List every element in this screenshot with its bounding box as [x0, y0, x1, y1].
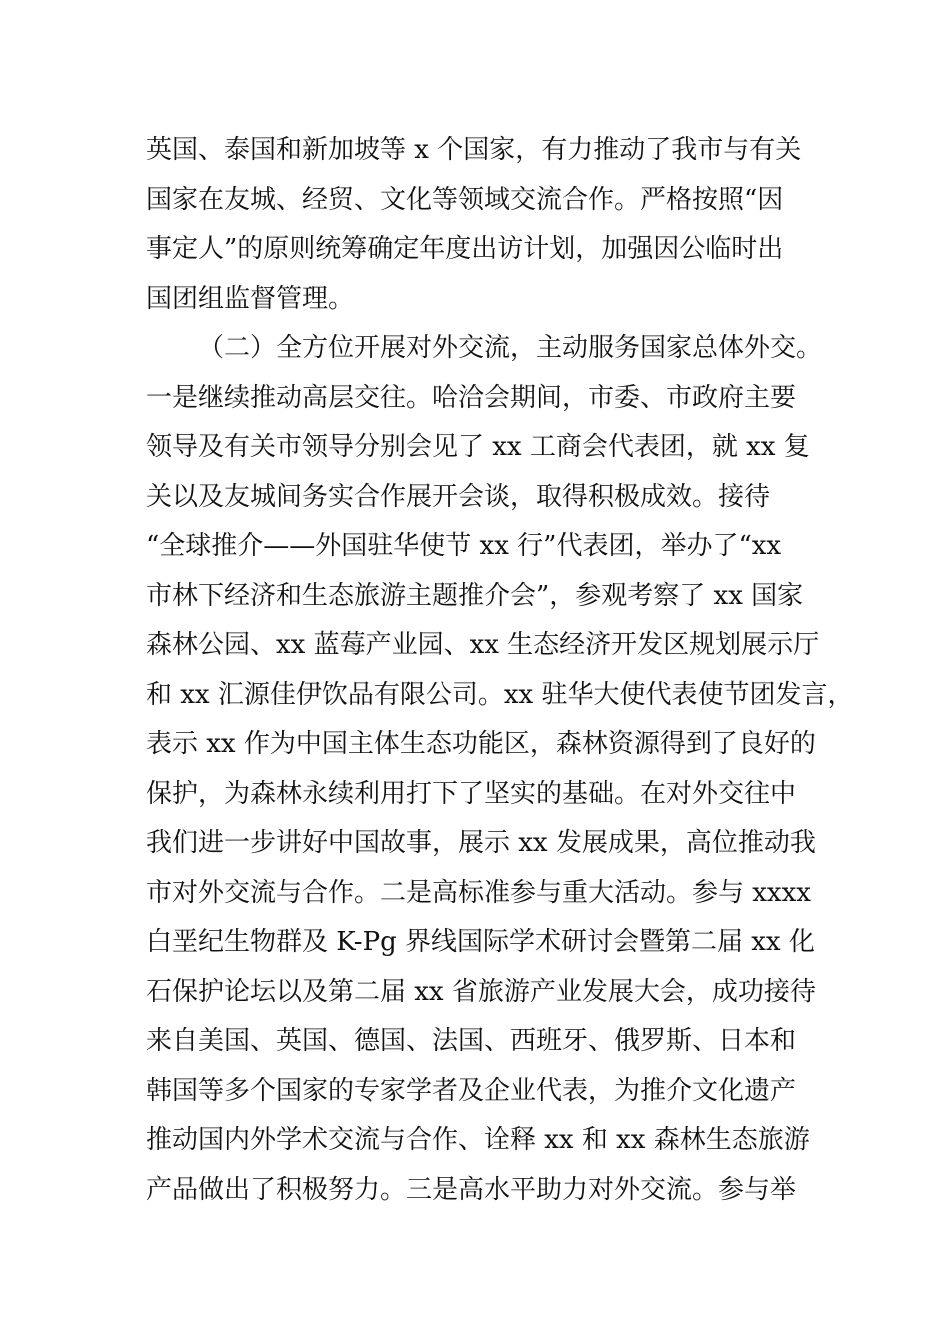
text-line: 石保护论坛以及第二届 xx 省旅游产业发展大会，成功接待: [146, 976, 816, 1007]
text-line: 来自美国、英国、德国、法国、西班牙、俄罗斯、日本和: [146, 1026, 797, 1056]
text-line: 一是继续推动高层交往。哈洽会期间，市委、市政府主要: [146, 382, 797, 413]
body-text: [146, 126, 854, 1215]
text-line: 表示 xx 作为中国主体生态功能区，森林资源得到了良好的: [146, 729, 816, 759]
text-line: 我们进一步讲好中国故事，展示 xx 发展成果，高位推动我: [146, 828, 816, 858]
text-line: 保护，为森林永续利用打下了坚实的基础。在对外交往中: [146, 778, 797, 809]
text-line: 森林公园、xx 蓝莓产业园、xx 生态经济开发区规划展示厅: [146, 630, 820, 660]
text-line: 白垩纪生物群及 K-Pg 界线国际学术研讨会暨第二届 xx 化: [146, 927, 815, 957]
text-line: 和 xx 汇源佳伊饮品有限公司。xx 驻华大使代表使节团发言，: [146, 679, 854, 710]
text-line: 国家在友城、经贸、文化等领域交流合作。严格按照“因: [146, 184, 784, 215]
text-line: 领导及有关市领导分别会见了 xx 工商会代表团，就 xx 复: [146, 432, 810, 462]
text-line: “全球推介——外国驻华使节 xx 行”代表团，举办了“xx: [146, 531, 782, 561]
text-line: 韩国等多个国家的专家学者及企业代表，为推介文化遗产: [146, 1075, 797, 1106]
text-line: 事定人”的原则统筹确定年度出访计划，加强因公临时出: [146, 234, 784, 264]
text-line: 产品做出了积极努力。三是高水平助力对外交流。参与举: [146, 1174, 797, 1205]
text-line: 国团组监督管理。: [146, 283, 355, 314]
text-line: 关以及友城间务实合作展开会谈，取得积极成效。接待: [146, 481, 771, 512]
text-line: 推动国内外学术交流与合作、诠释 xx 和 xx 森林生态旅游: [146, 1125, 810, 1155]
section-heading-line: （二）全方位开展对外交流，主动服务国家总体外交。: [198, 333, 823, 363]
text-line: 英国、泰国和新加坡等 x 个国家，有力推动了我市与有关: [146, 135, 802, 165]
text-line: 市对外交流与合作。二是高标准参与重大活动。参与 xxxx: [146, 877, 811, 908]
text-line: 市林下经济和生态旅游主题推介会”，参观考察了 xx 国家: [146, 580, 804, 611]
